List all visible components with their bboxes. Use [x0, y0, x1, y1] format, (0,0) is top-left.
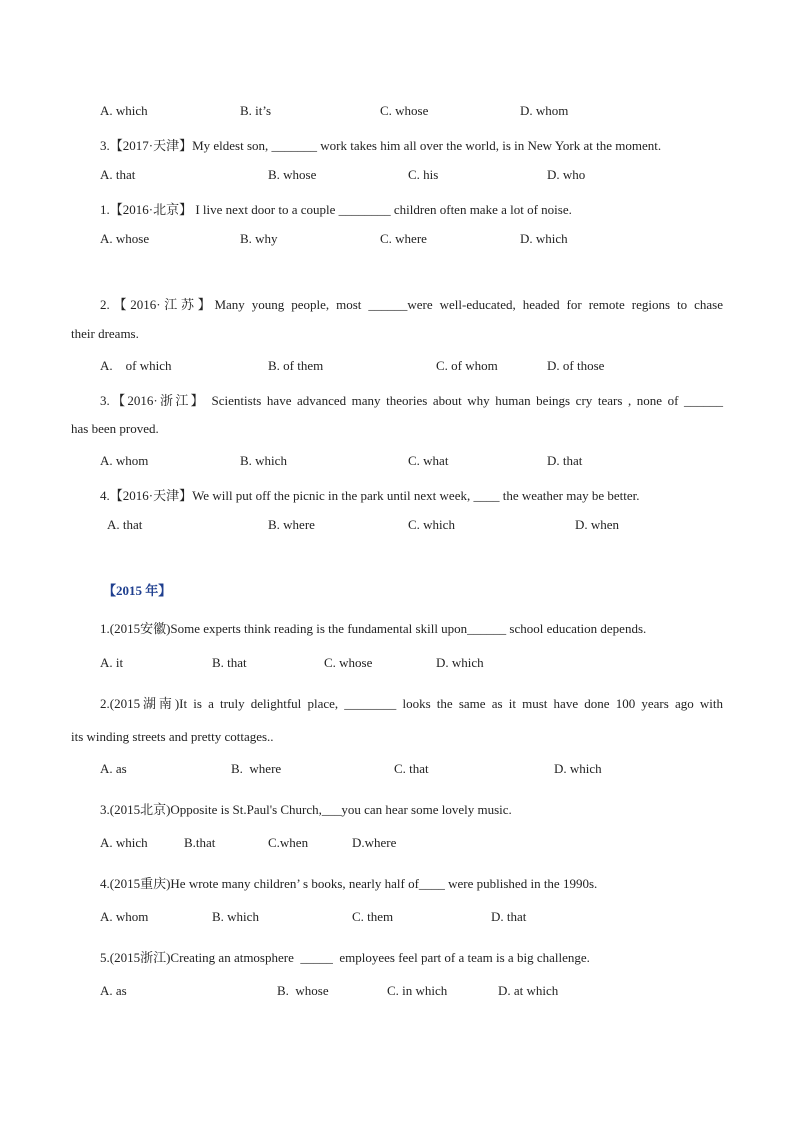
option-c: C. them [352, 909, 394, 924]
question-2015-zhejiang: 5.(2015浙江)Creating an atmosphere _____ employees feel part of a team is a big challenge. [100, 950, 590, 965]
option-d: D.where [352, 835, 397, 850]
option-c: C. whose [324, 655, 373, 670]
option-d: D. that [547, 453, 583, 468]
option-c: C.when [268, 835, 309, 850]
option-b: B. where [268, 517, 315, 532]
options-row-2015-hunan [0, 761, 794, 779]
options-row-prev [0, 103, 794, 121]
question-2015-beijing: 3.(2015北京)Opposite is St.Paul's Church,___you can hear some lovely music. [100, 802, 512, 817]
option-b: B. that [212, 655, 247, 670]
option-d: D. whom [520, 103, 569, 118]
question-2015-chongqing: 4.(2015重庆)He wrote many children’ s books, nearly half of____ were published in the 1990s. [100, 876, 598, 891]
option-d: D. of those [547, 358, 605, 373]
option-d: D. when [575, 517, 620, 532]
option-c: C. which [408, 517, 455, 532]
options-row-2015-chongqing [0, 909, 794, 927]
option-a: A. as [100, 761, 127, 776]
option-b: B. which [240, 453, 287, 468]
option-a: A. which [100, 103, 148, 118]
option-b: B. whose [277, 983, 329, 998]
question-2016-jiangsu: 2.【2016·江苏】Many young people, most ______were well-educated, headed for remote regions to chase [100, 297, 723, 312]
option-c: C. that [394, 761, 429, 776]
option-a: A. it [100, 655, 124, 670]
option-a: A. that [100, 167, 136, 182]
question-2016-jiangsu-continued: their dreams. [71, 326, 139, 341]
option-d: D. which [554, 761, 602, 776]
question-2017-tianjin: 3.【2017·天津】My eldest son, _______ work takes him all over the world, is in New York at the moment. [100, 138, 662, 153]
options-row-2015-anhui [0, 655, 794, 673]
question-2016-tianjin: 4.【2016·天津】We will put off the picnic in the park until next week, ____ the weather may be better. [100, 488, 640, 503]
option-c: C. whose [380, 103, 429, 118]
option-b: B. it’s [240, 103, 272, 118]
question-2015-hunan: 2.(2015湖南)It is a truly delightful place, ________ looks the same as it must have done 100 years ago with [100, 696, 723, 711]
question-2015-hunan-continued: its winding streets and pretty cottages.. [71, 729, 274, 744]
options-row-2015-beijing [0, 835, 794, 853]
option-b: B. where [231, 761, 282, 776]
options-row-2015-zhejiang [0, 983, 794, 1001]
option-c: C. what [408, 453, 449, 468]
option-d: D. who [547, 167, 586, 182]
option-b: B. of them [268, 358, 324, 373]
question-2016-beijing: 1.【2016·北京】 I live next door to a couple ________ children often make a lot of noise. [100, 202, 572, 217]
options-row-2016-jiangsu [0, 358, 794, 376]
options-row-2016-beijing [0, 231, 794, 249]
option-a: A. whom [100, 453, 149, 468]
options-row-2016-zhejiang [0, 453, 794, 471]
option-a: A. that [107, 517, 143, 532]
question-2016-zhejiang: 3.【2016·浙江】 Scientists have advanced many theories about why human beings cry tears , none of ______ [100, 393, 723, 408]
option-c: C. his [408, 167, 439, 182]
option-b: B. whose [268, 167, 317, 182]
options-row-2017-tianjin [0, 167, 794, 185]
option-b: B.that [184, 835, 216, 850]
option-c: C. where [380, 231, 427, 246]
option-b: B. why [240, 231, 278, 246]
option-c: C. of whom [436, 358, 498, 373]
option-d: D. which [520, 231, 568, 246]
options-row-2016-tianjin [0, 517, 794, 535]
section-heading-2015: 【2015 年】 [103, 583, 172, 598]
option-a: A. which [100, 835, 148, 850]
option-a: A. as [100, 983, 127, 998]
option-d: D. at which [498, 983, 559, 998]
question-2016-zhejiang-continued: has been proved. [71, 421, 159, 436]
option-a: A. whose [100, 231, 150, 246]
option-c: C. in which [387, 983, 448, 998]
option-a: A. of which [100, 358, 172, 373]
option-a: A. whom [100, 909, 149, 924]
question-2015-anhui: 1.(2015安徽)Some experts think reading is the fundamental skill upon______ school education depends. [100, 621, 647, 636]
option-d: D. that [491, 909, 527, 924]
option-d: D. which [436, 655, 484, 670]
option-b: B. which [212, 909, 259, 924]
